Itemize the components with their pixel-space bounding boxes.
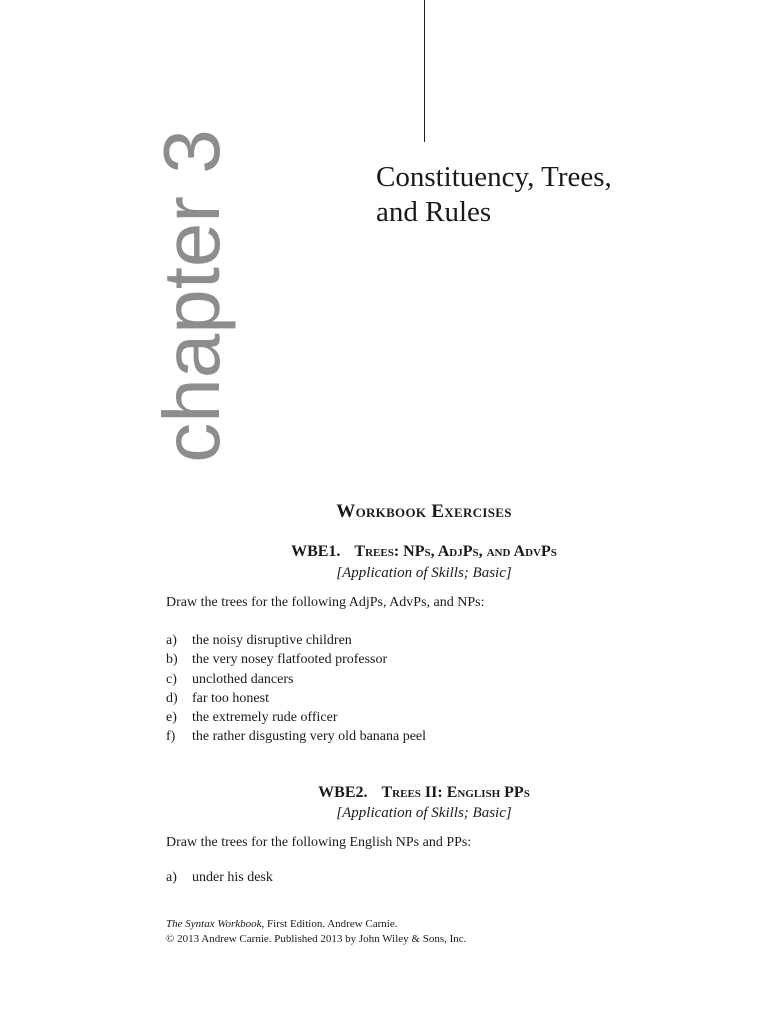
exercise-id: WBE2.	[318, 784, 368, 801]
list-item-marker: b)	[166, 652, 178, 668]
list-item	[166, 868, 273, 887]
list-item-marker: f)	[166, 729, 176, 745]
chapter-title-line-2: and Rules	[376, 196, 492, 228]
exercise-subtitle-wbe2: [Application of Skills; Basic]	[336, 805, 512, 821]
list-item-marker: e)	[166, 710, 177, 726]
copyright-footer	[166, 917, 466, 947]
list-item-text: under his desk	[192, 870, 273, 885]
list-item-text: unclothed dancers	[192, 671, 294, 687]
exercise-id: WBE1.	[291, 543, 341, 560]
exercise-heading-wbe2	[0, 784, 768, 802]
list-item	[166, 689, 426, 708]
exercise-subtitle-wbe1: [Application of Skills; Basic]	[336, 565, 512, 581]
section-heading: Workbook Exercises	[336, 501, 512, 522]
list-item	[166, 727, 426, 746]
list-item-text: far too honest	[192, 690, 269, 706]
footer-line-1	[166, 917, 466, 932]
list-item	[166, 708, 426, 727]
exercise-list-wbe1	[166, 631, 426, 747]
list-item	[166, 670, 426, 689]
vertical-rule	[424, 0, 425, 142]
chapter-title	[376, 160, 612, 230]
list-item-marker: a)	[166, 633, 177, 648]
exercise-instruction-wbe2: Draw the trees for the following English NPs and PPs:	[166, 835, 472, 850]
footer-line-2: © 2013 Andrew Carnie. Published 2013 by John Wiley & Sons, Inc.	[166, 933, 467, 945]
book-title: The Syntax Workbook	[166, 918, 262, 930]
chapter-title-line-1: Constituency, Trees,	[376, 161, 612, 193]
list-item-marker: c)	[166, 671, 177, 687]
list-item-marker: a)	[166, 870, 177, 885]
exercise-list-wbe2	[166, 868, 273, 887]
list-item-marker: d)	[166, 690, 178, 706]
list-item-text: the noisy disruptive children	[192, 633, 352, 648]
exercise-title: Trees: NPs, AdjPs, and AdvPs	[354, 543, 557, 560]
exercise-instruction-wbe1: Draw the trees for the following AdjPs, AdvPs, and NPs:	[166, 595, 485, 610]
exercise-title: Trees II: English PPs	[381, 784, 530, 801]
chapter-number-label: chapter 3	[147, 129, 236, 463]
footer-edition: , First Edition. Andrew Carnie.	[261, 918, 398, 930]
list-item	[166, 650, 426, 669]
list-item-text: the extremely rude officer	[192, 710, 338, 726]
list-item-text: the very nosey flatfooted professor	[192, 652, 388, 668]
exercise-heading-wbe1	[0, 543, 768, 561]
list-item	[166, 631, 426, 650]
list-item-text: the rather disgusting very old banana peel	[192, 729, 427, 745]
